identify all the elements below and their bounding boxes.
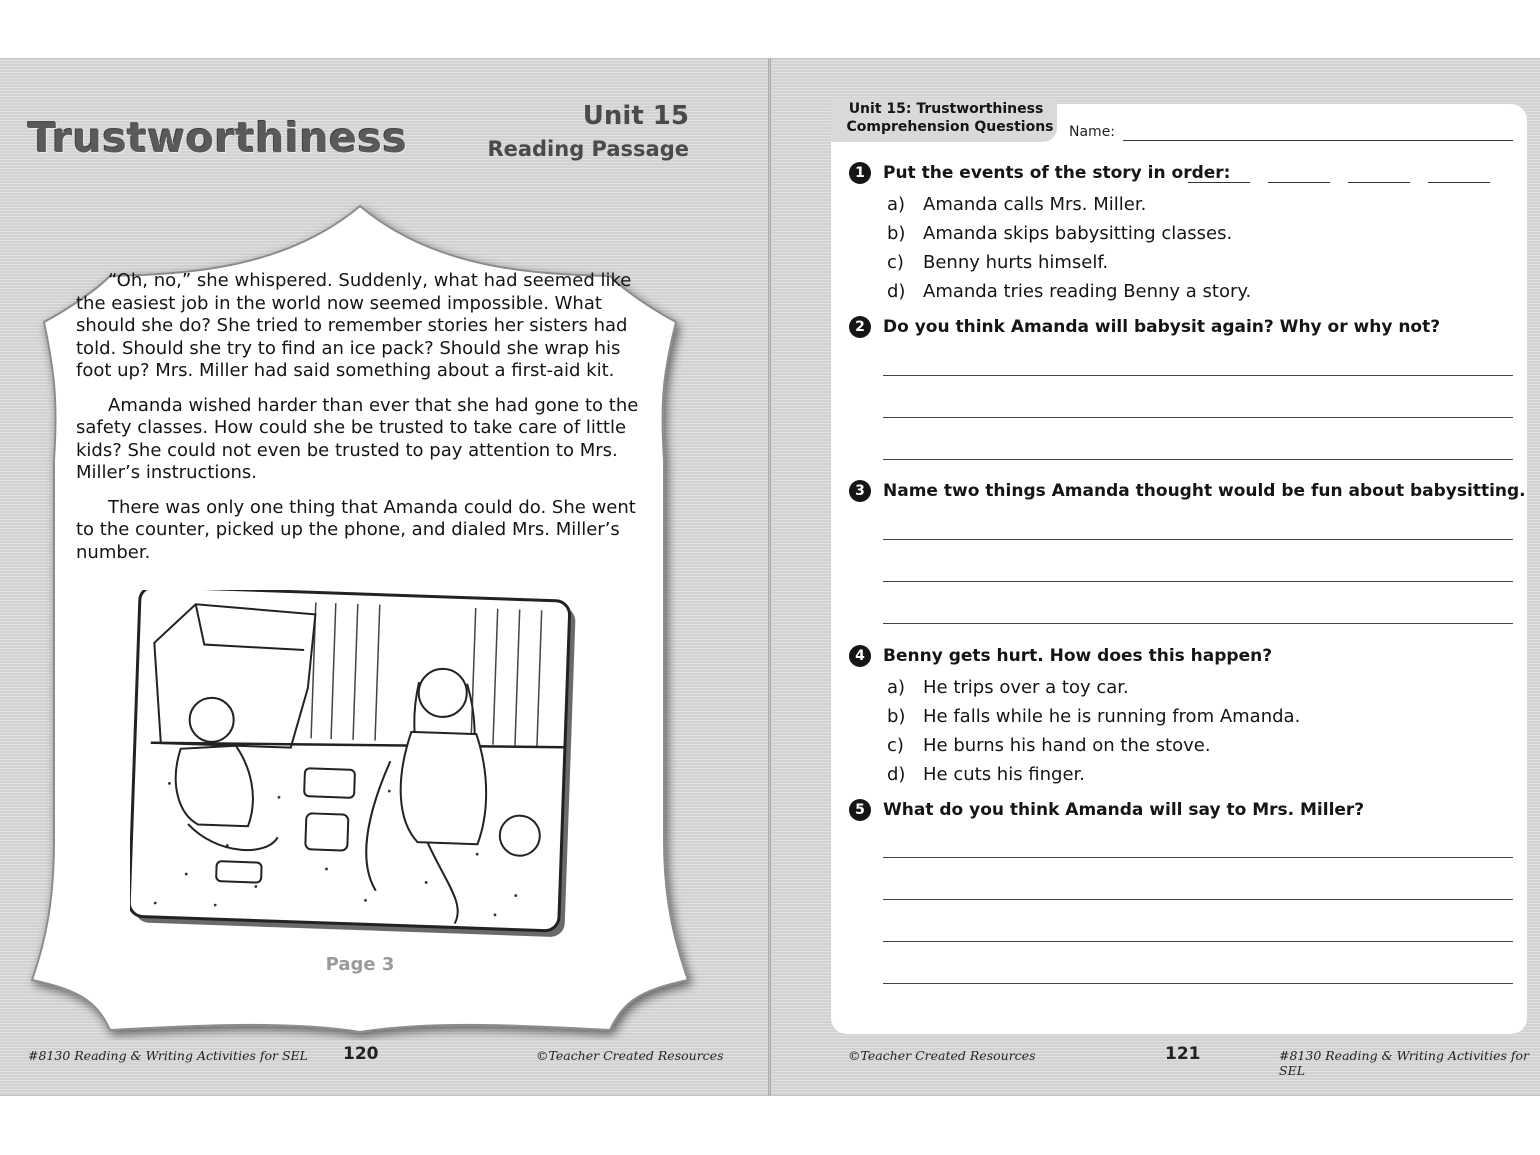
answer-line[interactable]	[883, 899, 1513, 900]
passage-paragraph: Amanda wished harder than ever that she had gone to the safety classes. How could she be trusted to take care of little kids? She could not even be trusted to pay attention to Mrs. Miller’s instructions.	[76, 394, 639, 483]
answer-line[interactable]	[883, 417, 1513, 418]
section-subtitle: Reading Passage	[487, 137, 689, 161]
answer-line[interactable]	[883, 857, 1513, 858]
answer-line[interactable]	[883, 459, 1513, 460]
worksheet-type: Comprehension Questions	[846, 119, 1054, 135]
order-blank[interactable]	[1268, 182, 1330, 183]
page-number: 120	[343, 1044, 379, 1064]
answer-line[interactable]	[883, 983, 1513, 984]
order-blank[interactable]	[1348, 182, 1410, 183]
option-letter: c)	[887, 735, 904, 756]
answer-line[interactable]	[883, 623, 1513, 624]
question-2	[849, 316, 1440, 338]
question-4	[849, 645, 1272, 667]
option-text: Benny hurts himself.	[923, 252, 1109, 273]
book-spread	[0, 58, 1540, 1096]
name-field[interactable]	[1123, 140, 1513, 141]
worksheet-unit: Unit 15: Trustworthiness	[848, 101, 1044, 117]
passage-paragraph: There was only one thing that Amanda could do. She went to the counter, picked up the phone, and dialed Mrs. Miller’s number.	[76, 496, 636, 563]
question-number: 4	[849, 645, 871, 667]
option-text: Amanda skips babysitting classes.	[923, 223, 1233, 244]
option-letter: d)	[887, 764, 906, 785]
answer-line[interactable]	[883, 539, 1513, 540]
option-letter: b)	[887, 706, 906, 727]
option-text: He cuts his finger.	[923, 764, 1086, 785]
option-letter: c)	[887, 252, 904, 273]
answer-line[interactable]	[883, 375, 1513, 376]
reading-passage	[76, 270, 642, 576]
option	[887, 677, 1129, 698]
question-1	[849, 162, 1230, 184]
page-number: 121	[1165, 1044, 1201, 1064]
question-text: Put the events of the story in order:	[883, 163, 1231, 183]
question-number: 5	[849, 799, 871, 821]
question-3	[849, 480, 1526, 502]
worksheet-heading	[843, 98, 1057, 142]
question-number: 1	[849, 162, 871, 184]
option-text: Amanda tries reading Benny a story.	[923, 281, 1252, 302]
answer-line[interactable]	[883, 941, 1513, 942]
footer-book-title: #8130 Reading & Writing Activities for SEL	[1279, 1048, 1529, 1078]
story-illustration	[130, 590, 586, 950]
option-text: He falls while he is running from Amanda.	[923, 706, 1301, 727]
question-5	[849, 799, 1364, 821]
option-text: He trips over a toy car.	[923, 677, 1129, 698]
option	[887, 735, 1211, 756]
footer-publisher: ©Teacher Created Resources	[848, 1048, 1036, 1063]
option	[887, 194, 1146, 215]
question-text: What do you think Amanda will say to Mrs. Miller?	[883, 800, 1365, 820]
question-text: Name two things Amanda thought would be fun about babysitting.	[883, 481, 1526, 501]
page-title: Trustworthiness	[28, 114, 408, 162]
question-text: Benny gets hurt. How does this happen?	[883, 646, 1273, 666]
footer-publisher: ©Teacher Created Resources	[536, 1048, 724, 1063]
order-blank[interactable]	[1188, 182, 1250, 183]
unit-number: Unit 15	[582, 101, 689, 131]
passage-paragraph: “Oh, no,” she whispered. Suddenly, what had seemed like the easiest job in the world now seemed impossible. What should she do? She tried to remember stories her sisters had told. Should she try to find an ice pack? Should she wrap his foot up? Mrs. Miller had said something about a first-aid kit.	[76, 270, 632, 381]
question-number: 2	[849, 316, 871, 338]
answer-line[interactable]	[883, 581, 1513, 582]
unit-heading	[487, 100, 689, 166]
right-page	[771, 58, 1540, 1096]
option-letter: d)	[887, 281, 906, 302]
name-label: Name:	[1069, 124, 1116, 140]
option-letter: a)	[887, 677, 906, 698]
option	[887, 281, 1251, 302]
option	[887, 706, 1300, 727]
order-blank[interactable]	[1428, 182, 1490, 183]
option	[887, 223, 1232, 244]
passage-page-label: Page 3	[325, 954, 395, 975]
option	[887, 252, 1108, 273]
footer-book-title: #8130 Reading & Writing Activities for SEL	[28, 1048, 308, 1063]
option-text: He burns his hand on the stove.	[923, 735, 1211, 756]
question-number: 3	[849, 480, 871, 502]
option	[887, 764, 1085, 785]
option-letter: b)	[887, 223, 906, 244]
option-text: Amanda calls Mrs. Miller.	[923, 194, 1147, 215]
question-text: Do you think Amanda will babysit again? Why or why not?	[883, 317, 1441, 337]
option-letter: a)	[887, 194, 906, 215]
left-page	[0, 58, 769, 1096]
